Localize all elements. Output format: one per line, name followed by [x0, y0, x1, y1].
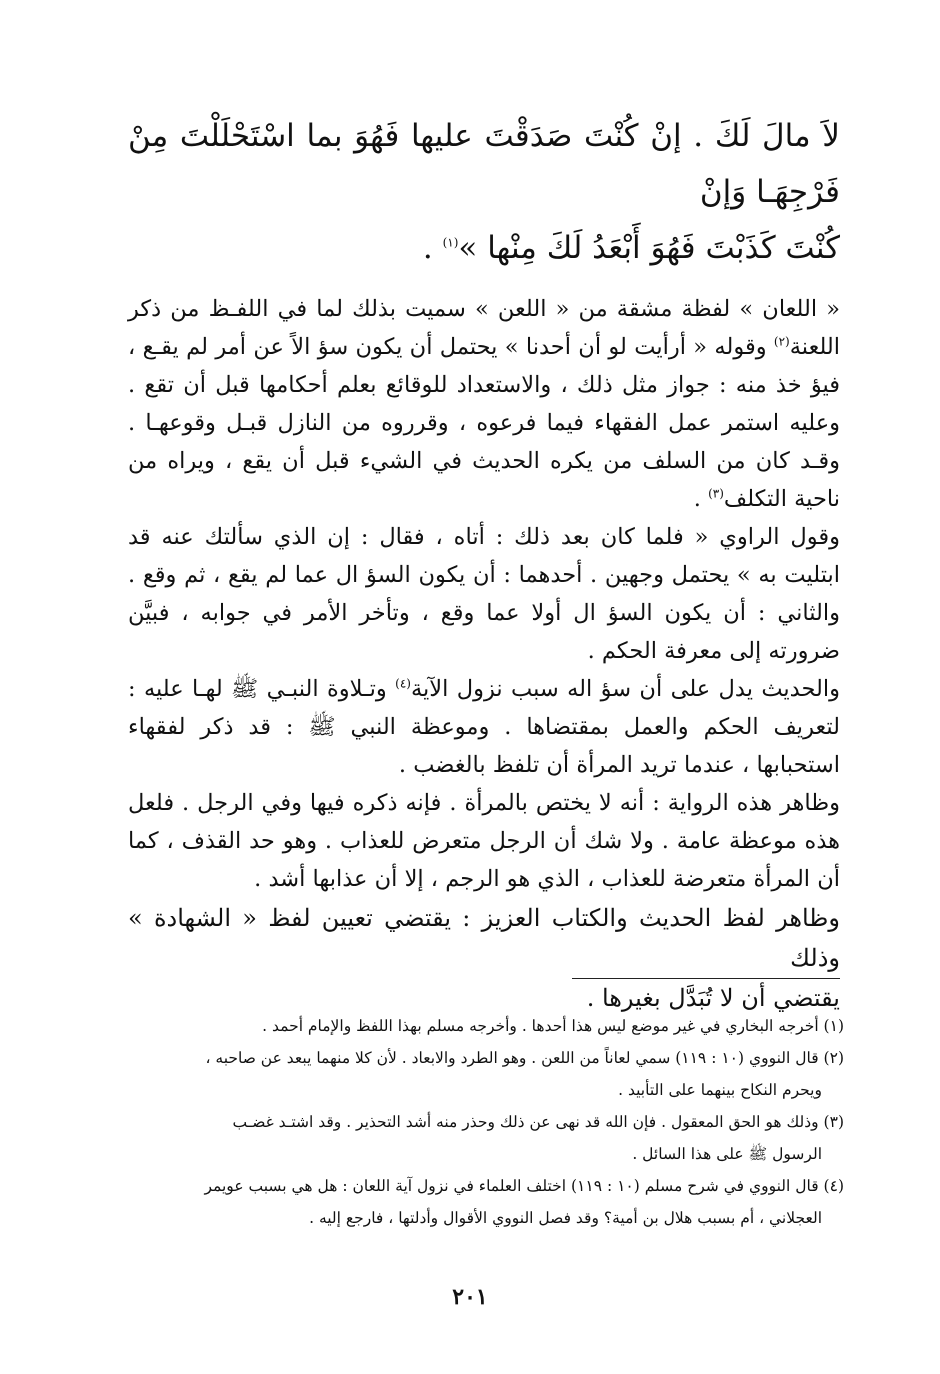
paragraph-narrator: وقول الراوي « فلما كان بعد ذلك : أتاه ، فقال : إن الذي سألتك عنه قد ابتليت به » يحتمل وجهين . أحدهما : أن يكون السؤ ال عما لم يقع ، ثم وقع . والثاني : أن يكون السؤ ال أولا عما وقع ، وتأخر الأمر في جوابه ، فبيَّن ضرورته إلى معرفة الحكم .: [128, 524, 840, 664]
quote-line-1: لاَ مالَ لَكَ . إنْ كُنْتَ صَدَقْتَ عليها فَهُوَ بما اسْتَحْلَلْتَ مِنْ فَرْجِهَـا وَإنْ: [128, 118, 840, 210]
paragraph-lian: [128, 290, 840, 518]
footnotes: [128, 1010, 844, 1234]
paragraph-hadith-indicates: [128, 670, 840, 784]
quote-line-2-text: كُنْتَ كَذَبْتَ فَهُوَ أَبْعَدُ لَكَ مِنْها »: [458, 230, 840, 266]
page-body: [128, 108, 840, 1018]
footnote-3: [128, 1106, 844, 1170]
footnote-1: (١) أخرجه البخاري في غير موضع ليس هذا أحدها . وأخرجه مسلم بهذا اللفظ والإمام أحمد .: [262, 1017, 844, 1035]
footnote-ref-4: (٤): [395, 676, 411, 691]
paragraph-narration-apparent: وظاهر هذه الرواية : أنه لا يختص بالمرأة . فإنه ذكره فيها وفي الرجل . فلعل هذه موعظة عامة . ولا شك أن الرجل متعرض للعذاب . وهو حد القذف ، كما أن المرأة متعرضة للعذاب ، الذي هو الرجم ، إلا أن عذابها أشد .: [128, 790, 840, 892]
footnote-4-line-1: (٤) قال النووي في شرح مسلم (١٠ : ١١٩) اختلف العلماء في نزول آية اللعان : هل هي بسبب عويمر: [204, 1177, 844, 1195]
footnote-3-line-2: الرسول ﷺ على هذا السائل .: [632, 1145, 822, 1163]
footnote-ref-1: (١): [442, 235, 459, 250]
paragraph-testimony-line-2: يقتضي أن لا تُبَدَّل بغيرها .: [586, 984, 840, 1012]
paragraph-lian-part-c: .: [693, 486, 709, 512]
quote-line-2: [128, 220, 840, 276]
hadith-quote: [128, 108, 840, 276]
paragraph-lian-part-b: وقوله « أرأيت لو أن أحدنا » يحتمل أن يكون سؤ الاً عن أمر لم يقـع ، فيؤ خذ منه : جواز مثل ذلك ، والاستعداد للوقائع بعلم أحكامها قبل أن تقع . وعليه استمر عمل الفقهاء فيما فرعوه ، وقرروه من النازل قبـل وقوعهـا . وقـد كان من السلف من يكره الحديث في الشيء قبل أن يقع ، ويراه من ناحية التكلف: [128, 334, 840, 512]
paragraph-testimony-line-1: وظاهر لفظ الحديث والكتاب العزيز : يقتضي تعيين لفظ « الشهادة » وذلك: [128, 904, 840, 972]
footnote-divider: [572, 978, 840, 979]
page-number: ٢٠١: [452, 1284, 488, 1310]
footnote-ref-2: (٢): [773, 334, 790, 349]
footnote-2-line-2: ويحرم النكاح بينهما على التأبيد .: [618, 1081, 822, 1099]
footnote-4-line-2: العجلاني ، أم بسبب هلال بن أمية؟ وقد فصل النووي الأقوال وأدلتها ، فارجع إليه .: [309, 1209, 822, 1227]
footnote-2-line-1: (٢) قال النووي (١٠ : ١١٩) سمي لعاناً من اللعن . وهو الطرد والابعاد . لأن كلا منهما يبعد عن صاحبه ،: [205, 1049, 844, 1067]
paragraph-hadith-part-b: وتـلاوة النبـي ﷺ لهـا عليه : لتعريف الحكم والعمل بمقتضاها . وموعظة النبي ﷺ : قد ذكر لفقهاء استحبابها ، عندما تريد المرأة أن تلفظ بالغضب .: [128, 676, 840, 778]
commentary: [128, 290, 840, 1018]
paragraph-lian-part-a: « اللعان » لفظة مشقة من « اللعن » سميت بذلك لما في اللفـظ من ذكر اللعنة: [128, 296, 840, 360]
footnote-4: [128, 1170, 844, 1234]
footnote-ref-3: (٣): [708, 486, 724, 501]
footnote-3-line-1: (٣) وذلك هو الحق المعقول . فإن الله قد نهى عن ذلك وحذر منه أشد التحذير . وقد اشتـد غضـب: [232, 1113, 844, 1131]
footnote-2: [128, 1042, 844, 1106]
quote-line-2-end: .: [422, 230, 443, 266]
paragraph-testimony: [128, 898, 840, 1018]
paragraph-hadith-part-a: والحديث يدل على أن سؤ اله سبب نزول الآية: [410, 676, 840, 702]
